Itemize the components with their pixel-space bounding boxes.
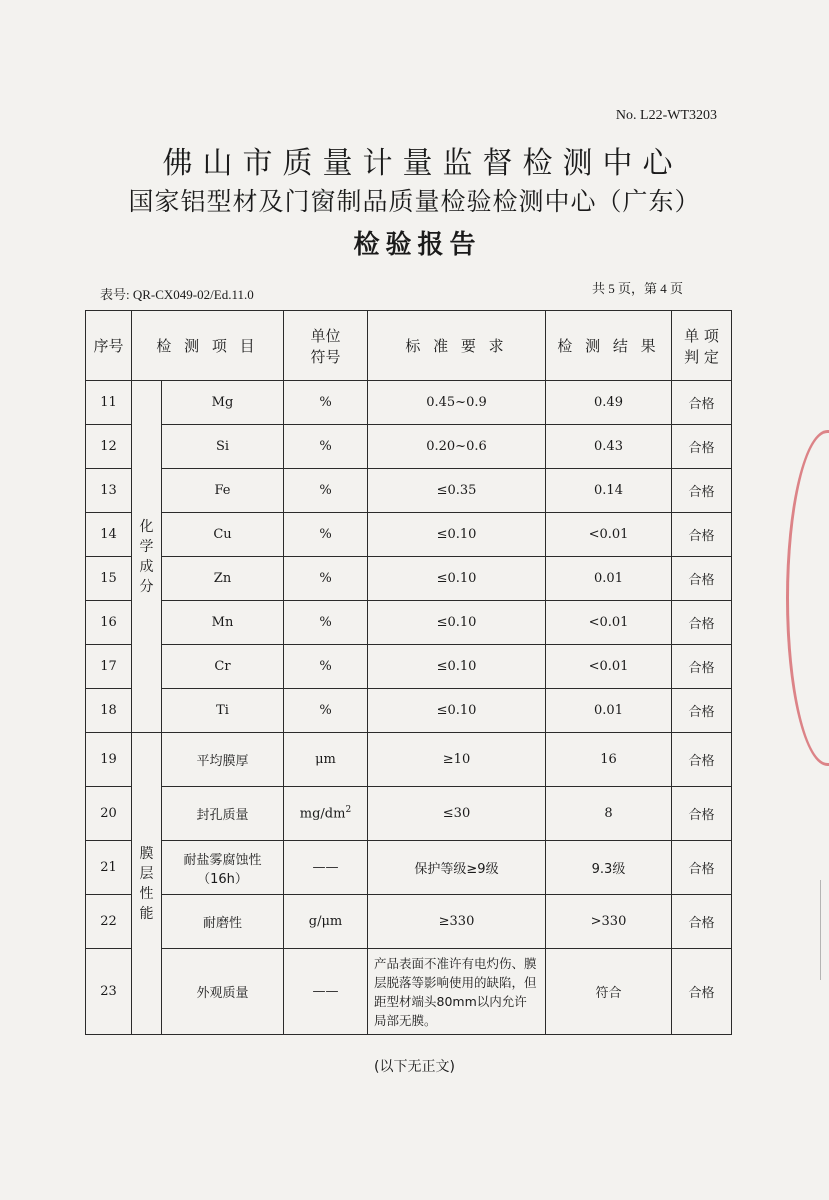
org-title-line2: 国家铝型材及门窗制品质量检验检测中心（广东） xyxy=(128,187,701,216)
test-item: Fe xyxy=(162,469,284,513)
test-item: 耐盐雾腐蚀性 （16h） xyxy=(162,841,284,895)
test-item: Mn xyxy=(162,601,284,645)
table-row xyxy=(86,469,732,513)
judgement: 合格 xyxy=(672,689,732,733)
requirement: ≤0.10 xyxy=(368,645,546,689)
header-unit: 单位 符号 xyxy=(284,311,368,381)
judgement: 合格 xyxy=(672,949,732,1035)
row-number: 14 xyxy=(86,513,132,557)
judgement: 合格 xyxy=(672,645,732,689)
table-row xyxy=(86,787,732,841)
judgement: 合格 xyxy=(672,425,732,469)
row-number: 21 xyxy=(86,841,132,895)
judgement: 合格 xyxy=(672,557,732,601)
group-film-properties: 膜 层 性 能 xyxy=(132,733,162,1035)
row-number: 23 xyxy=(86,949,132,1035)
requirement: 0.20~0.6 xyxy=(368,425,546,469)
requirement: ≤0.35 xyxy=(368,469,546,513)
test-item: 耐磨性 xyxy=(162,895,284,949)
row-number: 13 xyxy=(86,469,132,513)
result: <0.01 xyxy=(546,513,672,557)
test-item: 封孔质量 xyxy=(162,787,284,841)
requirement: 0.45~0.9 xyxy=(368,381,546,425)
unit: % xyxy=(284,425,368,469)
test-item: 外观质量 xyxy=(162,949,284,1035)
end-of-text-note: (以下无正文) xyxy=(374,1059,455,1075)
requirement: 产品表面不准许有电灼伤、膜层脱落等影响使用的缺陷，但距型材端头80mm以内允许局部无膜。 xyxy=(368,949,546,1035)
page-info: 共 5 页，第 4 页 xyxy=(591,281,683,296)
table-row xyxy=(86,895,732,949)
result: 0.14 xyxy=(546,469,672,513)
header-requirement: 标 准 要 求 xyxy=(368,311,546,381)
unit: % xyxy=(284,469,368,513)
row-number: 20 xyxy=(86,787,132,841)
red-seal-stamp xyxy=(786,430,829,766)
result: 16 xyxy=(546,733,672,787)
test-item: Zn xyxy=(162,557,284,601)
row-number: 15 xyxy=(86,557,132,601)
table-row xyxy=(86,949,732,1035)
unit: —— xyxy=(284,841,368,895)
table-row xyxy=(86,645,732,689)
judgement: 合格 xyxy=(672,601,732,645)
unit: g/μm xyxy=(284,895,368,949)
requirement: ≥10 xyxy=(368,733,546,787)
unit: μm xyxy=(284,733,368,787)
row-number: 18 xyxy=(86,689,132,733)
test-item: Cr xyxy=(162,645,284,689)
result: 0.01 xyxy=(546,557,672,601)
judgement: 合格 xyxy=(672,733,732,787)
result: 8 xyxy=(546,787,672,841)
header-result: 检 测 结 果 xyxy=(546,311,672,381)
unit: % xyxy=(284,381,368,425)
unit: % xyxy=(284,645,368,689)
report-number: No. L22-WT3203 xyxy=(615,108,717,123)
requirement: ≤0.10 xyxy=(368,689,546,733)
test-item: Ti xyxy=(162,689,284,733)
requirement: ≤30 xyxy=(368,787,546,841)
inspection-table xyxy=(85,310,732,1035)
test-item: Mg xyxy=(162,381,284,425)
unit: $mg/dm^2$ xyxy=(284,787,368,841)
unit: % xyxy=(284,601,368,645)
report-title: 检验报告 xyxy=(353,230,482,260)
judgement: 合格 xyxy=(672,513,732,557)
result: <0.01 xyxy=(546,645,672,689)
form-number: 表号: QR-CX049-02/Ed.11.0 xyxy=(100,287,254,302)
judgement: 合格 xyxy=(672,469,732,513)
table-row xyxy=(86,557,732,601)
judgement: 合格 xyxy=(672,381,732,425)
result: 0.01 xyxy=(546,689,672,733)
requirement: ≥330 xyxy=(368,895,546,949)
header-seq: 序号 xyxy=(86,311,132,381)
unit: % xyxy=(284,513,368,557)
table-row xyxy=(86,733,732,787)
table-row xyxy=(86,689,732,733)
judgement: 合格 xyxy=(672,841,732,895)
row-number: 11 xyxy=(86,381,132,425)
header-judgement: 单 项 判 定 xyxy=(672,311,732,381)
judgement: 合格 xyxy=(672,787,732,841)
unit: % xyxy=(284,689,368,733)
result: 0.43 xyxy=(546,425,672,469)
table-row xyxy=(86,601,732,645)
table-row xyxy=(86,841,732,895)
result: >330 xyxy=(546,895,672,949)
test-item: Si xyxy=(162,425,284,469)
test-item: 平均膜厚 xyxy=(162,733,284,787)
row-number: 22 xyxy=(86,895,132,949)
row-number: 19 xyxy=(86,733,132,787)
table-row xyxy=(86,425,732,469)
result: 符合 xyxy=(546,949,672,1035)
row-number: 16 xyxy=(86,601,132,645)
test-item: Cu xyxy=(162,513,284,557)
row-number: 12 xyxy=(86,425,132,469)
result: 9.3级 xyxy=(546,841,672,895)
requirement: ≤0.10 xyxy=(368,557,546,601)
result: 0.49 xyxy=(546,381,672,425)
row-number: 17 xyxy=(86,645,132,689)
requirement: ≤0.10 xyxy=(368,513,546,557)
requirement: ≤0.10 xyxy=(368,601,546,645)
header-item: 检 测 项 目 xyxy=(132,311,284,381)
header-row xyxy=(86,311,732,381)
judgement: 合格 xyxy=(672,895,732,949)
unit: —— xyxy=(284,949,368,1035)
unit: % xyxy=(284,557,368,601)
table-row xyxy=(86,381,732,425)
result: <0.01 xyxy=(546,601,672,645)
org-title-line1: 佛山市质量计量监督检测中心 xyxy=(162,146,683,181)
requirement: 保护等级≥9级 xyxy=(368,841,546,895)
table-row xyxy=(86,513,732,557)
margin-line xyxy=(820,880,821,980)
group-chemical-composition: 化 学 成 分 xyxy=(132,381,162,733)
